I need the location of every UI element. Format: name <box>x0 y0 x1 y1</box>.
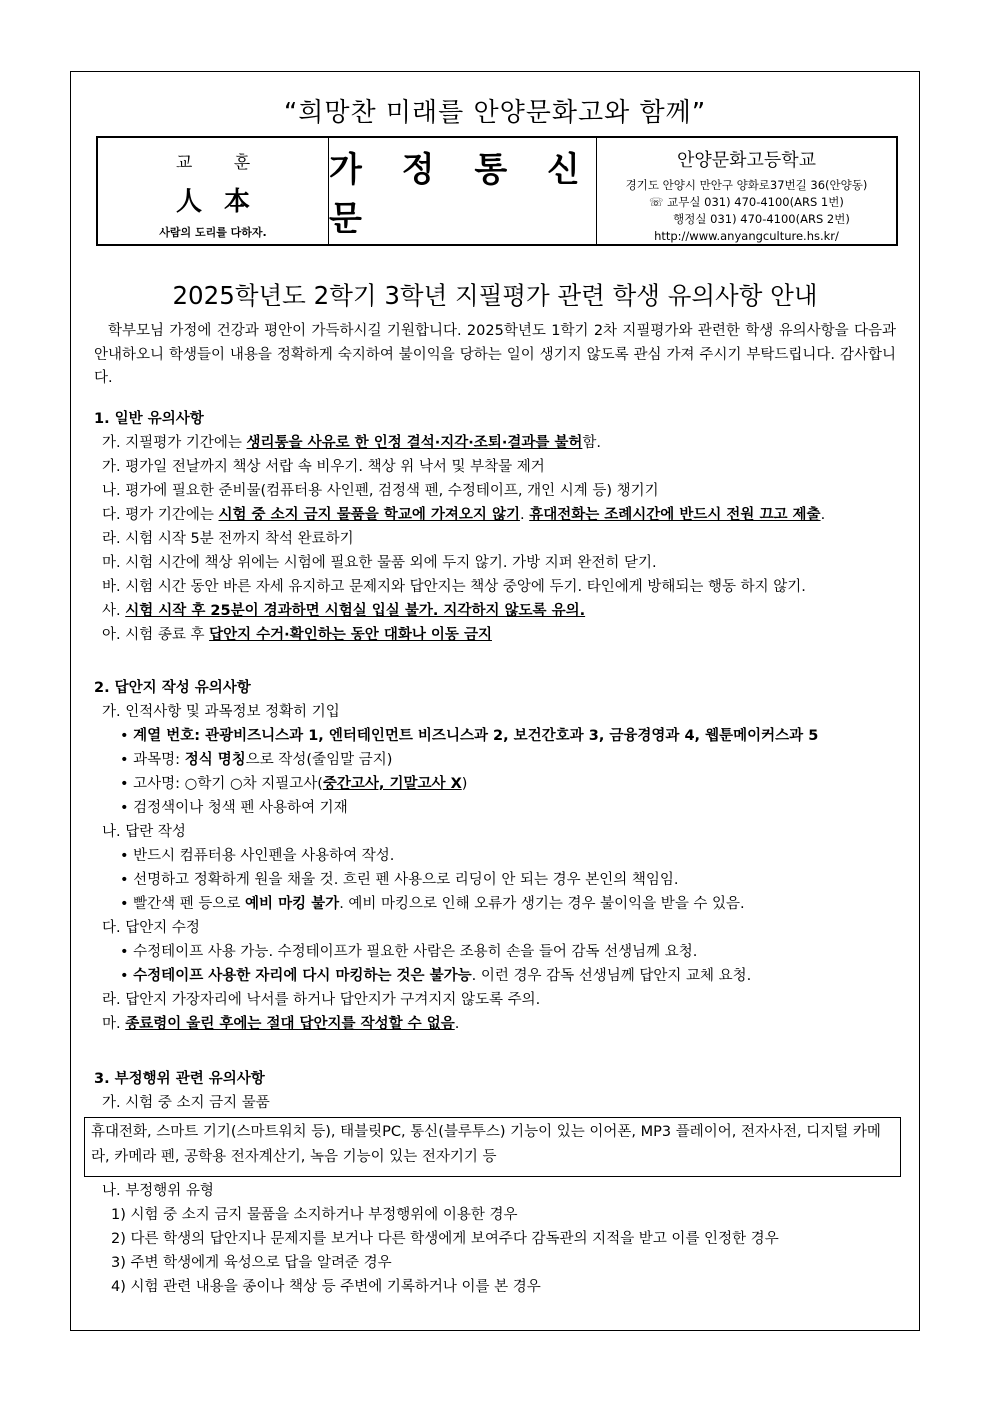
section-general <box>94 407 909 647</box>
phone-teacher: ☏ 교무실 031) 470-4100(ARS 1번) <box>649 195 844 209</box>
list-item: 마. 종료령이 울린 후에는 절대 답안지를 작성할 수 없음. <box>102 1016 460 1032</box>
list-item: 사. 시험 시작 후 25분이 경과하면 시험실 입실 불가. 지각하지 않도록 유의. <box>102 603 586 619</box>
section-answer-sheet <box>94 676 909 1036</box>
newsletter-header <box>96 136 898 246</box>
motto-chars: 人本 <box>175 187 272 217</box>
bullet-item: • 수정테이프 사용한 자리에 다시 마킹하는 것은 불가능. 이런 경우 감독 선생님께 답안지 교체 요청. <box>120 968 752 984</box>
list-item: 1) 시험 중 소지 금지 물품을 소지하거나 부정행위에 이용한 경우 <box>111 1207 518 1223</box>
school-website[interactable]: http://www.anyangculture.hs.kr/ <box>654 229 839 243</box>
section-heading: 3. 부정행위 관련 유의사항 <box>94 1071 265 1087</box>
subsection-title: 나. 답란 작성 <box>102 824 186 840</box>
intro-paragraph: 학부모님 가정에 건강과 평안이 가득하시길 기원합니다. 2025학년도 1학기 2차 지필평가와 관련한 학생 유의사항을 다음과 안내하오니 학생들이 내용을 정확하게 숙지하여 불이익을 당하는 일이 생기지 않도록 관심 가져 주시기 부탁드립니다. 감사합니다. <box>94 323 896 386</box>
list-item: 가. 평가일 전날까지 책상 서랍 속 비우기. 책상 위 낙서 및 부착물 제거 <box>102 459 545 475</box>
newsletter-title: 가 정 통 신 문 <box>328 138 596 244</box>
bullet-item: • 선명하고 정확하게 원을 채울 것. 흐린 펜 사용으로 리딩이 안 되는 경우 본인의 책임임. <box>120 872 679 888</box>
list-item: 2) 다른 학생의 답안지나 문제지를 보거나 다른 학생에게 보여주다 감독관의 지적을 받고 이를 인정한 경우 <box>111 1231 779 1247</box>
subsection-title: 가. 인적사항 및 과목정보 정확히 기입 <box>102 704 340 720</box>
list-item: 4) 시험 관련 내용을 종이나 책상 등 주변에 기록하거나 이를 본 경우 <box>111 1279 541 1295</box>
school-info-cell <box>596 138 896 244</box>
subsection-title: 가. 시험 중 소지 금지 물품 <box>102 1095 270 1111</box>
subsection-title: 나. 부정행위 유형 <box>102 1183 214 1199</box>
document-title: 2025학년도 2학기 3학년 지필평가 관련 학생 유의사항 안내 <box>172 281 818 310</box>
list-item: 마. 시험 시간에 책상 위에는 시험에 필요한 물품 외에 두지 않기. 가방 지퍼 완전히 닫기. <box>102 555 657 571</box>
document-frame <box>70 71 920 1331</box>
school-name: 안양문화고등학교 <box>676 150 817 171</box>
bullet-item: • 계열 번호: 관광비즈니스과 1, 엔터테인먼트 비즈니스과 2, 보건간호과 3, 금융경영과 4, 웹툰메이커스과 5 <box>120 728 819 744</box>
school-address: 경기도 안양시 만안구 양화로37번길 36(안양동) <box>625 178 868 192</box>
bullet-item: • 검정색이나 청색 펜 사용하여 기재 <box>120 800 348 816</box>
prohibited-items-box: 휴대전화, 스마트 기기(스마트워치 등), 태블릿PC, 통신(블루투스) 기능이 있는 이어폰, MP3 플레이어, 전자사전, 디지털 카메라, 카메라 펜, 공학용 전자계산기, 녹음 기능이 있는 전자기기 등 <box>84 1117 901 1177</box>
bullet-item: • 빨간색 펜 등으로 예비 마킹 불가. 예비 마킹으로 인해 오류가 생기는 경우 불이익을 받을 수 있음. <box>120 896 745 912</box>
list-item: 라. 시험 시작 5분 전까지 착석 완료하기 <box>102 531 354 547</box>
motto-sub: 사람의 도리를 다하자. <box>159 226 267 239</box>
motto-label: 교 훈 <box>175 153 269 173</box>
bullet-item: • 고사명: ○학기 ○차 지필고사(중간고사, 기말고사 X) <box>120 776 468 792</box>
list-item: 라. 답안지 가장자리에 낙서를 하거나 답안지가 구겨지지 않도록 주의. <box>102 992 541 1008</box>
school-motto-cell <box>98 138 328 244</box>
list-item: 바. 시험 시간 동안 바른 자세 유지하고 문제지와 답안지는 책상 중앙에 두기. 타인에게 방해되는 행동 하지 않기. <box>102 579 806 595</box>
bullet-item: • 반드시 컴퓨터용 사인펜을 사용하여 작성. <box>120 848 395 864</box>
list-item: 3) 주변 학생에게 육성으로 답을 알려준 경우 <box>111 1255 392 1271</box>
list-item: 아. 시험 종료 후 답안지 수거·확인하는 동안 대화나 이동 금지 <box>102 627 492 643</box>
subsection-title: 다. 답안지 수정 <box>102 920 200 936</box>
school-motto-banner: “희망찬 미래를 안양문화고와 함께” <box>283 98 707 128</box>
list-item: 나. 평가에 필요한 준비물(컴퓨터용 사인펜, 검정색 펜, 수정테이프, 개인 시계 등) 챙기기 <box>102 483 659 499</box>
list-item: 다. 평가 기간에는 시험 중 소지 금지 물품을 학교에 가져오지 않기. 휴대전화는 조례시간에 반드시 전원 끄고 제출. <box>102 507 826 523</box>
section-misconduct <box>91 1067 909 1299</box>
list-item: 가. 지필평가 기간에는 생리통을 사유로 한 인정 결석·지각·조퇴·결과를 불허함. <box>102 435 602 451</box>
section-heading: 2. 답안지 작성 유의사항 <box>94 680 251 696</box>
bullet-item: • 수정테이프 사용 가능. 수정테이프가 필요한 사람은 조용히 손을 들어 감독 선생님께 요청. <box>120 944 698 960</box>
bullet-item: • 과목명: 정식 명칭으로 작성(줄임말 금지) <box>120 752 393 768</box>
section-heading: 1. 일반 유의사항 <box>94 411 204 427</box>
phone-admin: 행정실 031) 470-4100(ARS 2번) <box>673 212 850 226</box>
